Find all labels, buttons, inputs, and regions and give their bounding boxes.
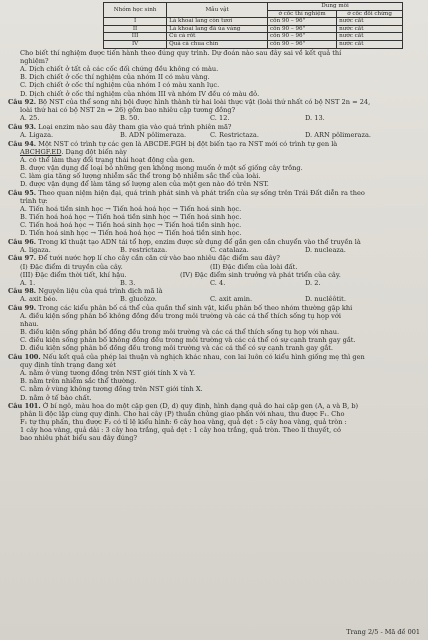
question-line [8,98,422,106]
question-text: Để tưới nước hợp lí cho cây cần căn cứ vào bao nhiêu đặc điểm sau đây? [36,254,280,263]
table-row [104,33,403,41]
page-footer: Trang 2/5 - Mã đề 001 [346,627,420,636]
option-b: B. 50. [120,114,140,123]
option-b: B. nằm trên nhiễm sắc thể thường. [20,377,137,386]
question-text: Ở bí ngô, màu hoa do một cặp gen (D, d) quy định, hình dạng quả do hai cặp gen (A, a và B, b) [40,402,359,411]
statement-2: (II) Đặc điểm của loài đất. [210,262,298,271]
header-group: Nhóm học sinh [104,3,167,18]
option-c: C. điều kiện sống phân bố không đồng đều trong môi trường và các cá thể có sự cạnh tranh gay gắt. [20,336,356,345]
question-101 [8,402,422,442]
option-a: A. Dịch chiết ở tất cả các cốc đối chứng đều không có màu. [20,65,219,74]
statement-row [8,263,422,271]
question-text: Nguyên liệu của quá trình dịch mã là [36,287,163,296]
question-label: Câu 100. [8,353,41,362]
option-b: B. Tiến hoá hoá học → Tiến hoá tiền sinh học → Tiến hoá sinh học. [20,212,242,221]
statement-row [8,271,422,279]
table-row [104,40,403,48]
option-c: C. 12. [210,114,230,123]
question-line [8,304,422,312]
question-98 [8,287,422,303]
question-text: Trong kĩ thuật tạo ADN tái tổ hợp, enzim được sử dụng để gắn gen cần chuyển vào thể truyền là [36,237,361,246]
header-solvent: Dung môi [268,3,403,11]
options-row [8,246,422,254]
question-line [8,148,422,156]
option-d: D. ARN pôlimeraza. [305,131,371,139]
experiment-table [103,2,403,49]
question-text: nghiệm? [20,57,49,66]
table-cell: Quả cà chua chín [167,40,268,48]
question-line [8,140,422,148]
option-b: B. 3. [120,278,136,287]
question-text: quy định tính trạng đang xét [20,361,116,370]
question-text: Một NST có trình tự các gen là ABCDE.FGH bị đột biến tạo ra NST mới có trình tự gen là [36,139,338,148]
table-cell: III [104,33,167,41]
options-row [8,295,422,303]
option-b: B. restrictaza. [120,245,168,254]
header-test-cup: ở cốc thí nghiệm [268,10,337,18]
question-label: Câu 101. [8,402,41,411]
question-95 [8,189,422,238]
options-row [8,114,422,122]
table-cell: cồn 90 – 96° [268,25,337,33]
option-d: D. 2. [305,278,321,287]
gene-sequence: ABCHGF.ED [20,147,62,156]
question-label: Câu 93. [8,122,37,131]
table-cell: Củ cà rốt [167,33,268,41]
statement-3: (III) Đặc điểm thời tiết, khí hậu. [20,270,127,279]
table-cell: I [104,18,167,26]
option-b: B. được vận dụng để loại bỏ những gen không mong muốn ở một số giống cây trồng. [20,163,303,172]
question-94 [8,140,422,189]
question-text: . Dạng đột biến này [61,147,127,156]
options-row [8,279,422,287]
option-a-cont: nhau. [20,320,39,329]
option-c: C. nằm ở vùng không tương đồng trên NST giới tính X. [20,385,203,394]
question-text: Loại enzim nào sau đây tham gia vào quá trình phiên mã? [36,122,232,131]
option-c: C. axit amin. [210,295,253,304]
option-a: A. nằm ở vùng tương đồng trên NST giới tính X và Y. [20,369,196,378]
table-cell: cồn 90 – 96° [268,33,337,41]
question-text: Cho biết thí nghiệm được tiến hành theo đúng quy trình. Dự đoán nào sau đây sai về kết quả thí [20,49,342,58]
option-d: D. nuclêôtit. [305,295,346,304]
header-sample: Mẫu vật [167,3,268,18]
question-label: Câu 97. [8,254,37,263]
question-line [8,402,422,410]
option-c: C. 4. [210,278,226,287]
option-c: C. catalaza. [210,245,249,254]
option-d: D. Tiến hoá sinh học → Tiến hoá hoá học → Tiến hoá tiền sinh học. [20,229,242,238]
question-100 [8,353,422,402]
question-93 [8,123,422,139]
option-d: D. được vận dụng để làm tăng số lượng alen của một gen nào đó trên NST. [20,180,269,189]
option-c: C. Restrictaza. [210,131,259,139]
option-c: C. Dịch chiết ở cốc thí nghiệm của nhóm I có màu xanh lục. [20,81,220,90]
question-text: bao nhiêu phát biểu sau đây đúng? [20,434,138,443]
option-a: A. Ligaza. [20,131,54,139]
question-92 [8,98,422,122]
options-row [8,131,422,139]
option-b: B. glucôzơ. [120,295,157,304]
option-b: B. Dịch chiết ở cốc thí nghiệm của nhóm II có màu vàng. [20,73,210,82]
question-text: phân li độc lập cùng quy định. Cho hai cây (P) thuần chủng giao phấn với nhau, thu được F₁. Cho [20,410,345,419]
question-line [8,189,422,197]
question-97 [8,254,422,286]
table-header-row [104,3,403,11]
question-text: Theo quan niệm hiện đại, quá trình phát sinh và phát triển của sự sống trên Trái Đất diễn ra theo [36,188,365,197]
question-label: Câu 96. [8,237,37,246]
table-cell: nước cất [337,33,403,41]
question-text: loài thứ hai có bộ NST 2n = 26) gồm bao nhiêu cặp tương đồng? [20,106,236,115]
option-d: D. nằm ở tế bào chất. [20,393,92,402]
option-a: A. 1. [20,278,36,287]
table-cell: Lá khoai lang còn tươi [167,18,268,26]
option-c: C. Tiến hoá hoá học → Tiến hoá sinh học → Tiến hoá tiền sinh học. [20,221,242,230]
question-99 [8,304,422,353]
option-c: C. làm gia tăng số lượng nhiễm sắc thể trong bộ nhiễm sắc thể của loài. [20,171,261,180]
header-control-cup: ở cốc đối chứng [337,10,403,18]
option-b: B. điều kiện sống phân bố đồng đều trong môi trường và các cá thể thích sống tụ họp với nhau. [20,328,340,337]
option-a: A. có thể làm thay đổi trạng thái hoạt động của gen. [20,155,195,164]
question-intro [8,49,422,98]
option-d: D. điều kiện sống phân bố đồng đều trong môi trường và các cá thể có sự cạnh tranh gay gắt. [20,344,334,353]
question-label: Câu 92. [8,98,37,107]
table-cell: nước cất [337,25,403,33]
question-text: 1 cây hoa vàng, quả dài : 3 cây hoa trắng, quả dẹt : 1 cây hoa trắng, quả tròn. Theo lí thuyết, có [20,426,341,435]
option-a: A. điều kiện sống phân bố không đồng đều trong môi trường và các cá thể thích sống tụ họp với [20,312,341,321]
table-cell: cồn 90 – 96° [268,18,337,26]
question-label: Câu 95. [8,188,37,197]
question-text: Bộ NST của thể song nhị bội được hình thành từ hai loài thực vật (loài thứ nhất có bộ NST 2n = 24, [36,98,371,107]
option-a: A. ligaza. [20,245,51,254]
question-label: Câu 99. [8,303,37,312]
table-cell: nước cất [337,18,403,26]
option-d: D. Dịch chiết ở cốc thí nghiệm của nhóm III và nhóm IV đều có màu đỏ. [20,89,260,98]
table-cell: Lá khoai lang đã úa vàng [167,25,268,33]
table-cell: II [104,25,167,33]
option-a: A. Tiến hoá tiền sinh học → Tiến hoá hoá học → Tiến hoá sinh học. [20,204,242,213]
statement-1: (I) Đặc điểm di truyền của cây. [20,262,123,271]
statement-4: (IV) Đặc điểm sinh trưởng và phát triển của cây. [180,270,341,279]
option-a: A. 25. [20,114,40,123]
option-d: D. 13. [305,114,325,123]
option-d: D. nucleaza. [305,245,346,254]
question-text: Trong các kiểu phân bố cá thể của quần thể sinh vật, kiểu phân bố theo nhóm thường gặp khi [36,303,353,312]
question-text: F₁ tự thụ phấn, thu được F₂ có tỉ lệ kiểu hình: 6 cây hoa vàng, quả dẹt : 5 cây hoa vàng, quả tròn : [20,418,347,427]
question-label: Câu 94. [8,139,37,148]
question-line [8,123,422,131]
table-row [104,25,403,33]
question-96 [8,238,422,254]
question-line [8,238,422,246]
option-a: A. axit béo. [20,295,58,304]
table-row [104,18,403,26]
option-b: B. ADN pôlimeraza. [120,131,187,139]
table-cell: IV [104,40,167,48]
question-text: Nếu kết quả của phép lai thuận và nghịch khác nhau, con lai luôn có kiểu hình giống mẹ thì gen [40,353,365,362]
question-label: Câu 98. [8,287,37,296]
question-text: trình tự: [20,196,48,205]
question-line [8,353,422,361]
table-cell: nước cất [337,40,403,48]
question-line [8,254,422,262]
table-cell: cồn 90 – 96° [268,40,337,48]
question-line [8,287,422,295]
